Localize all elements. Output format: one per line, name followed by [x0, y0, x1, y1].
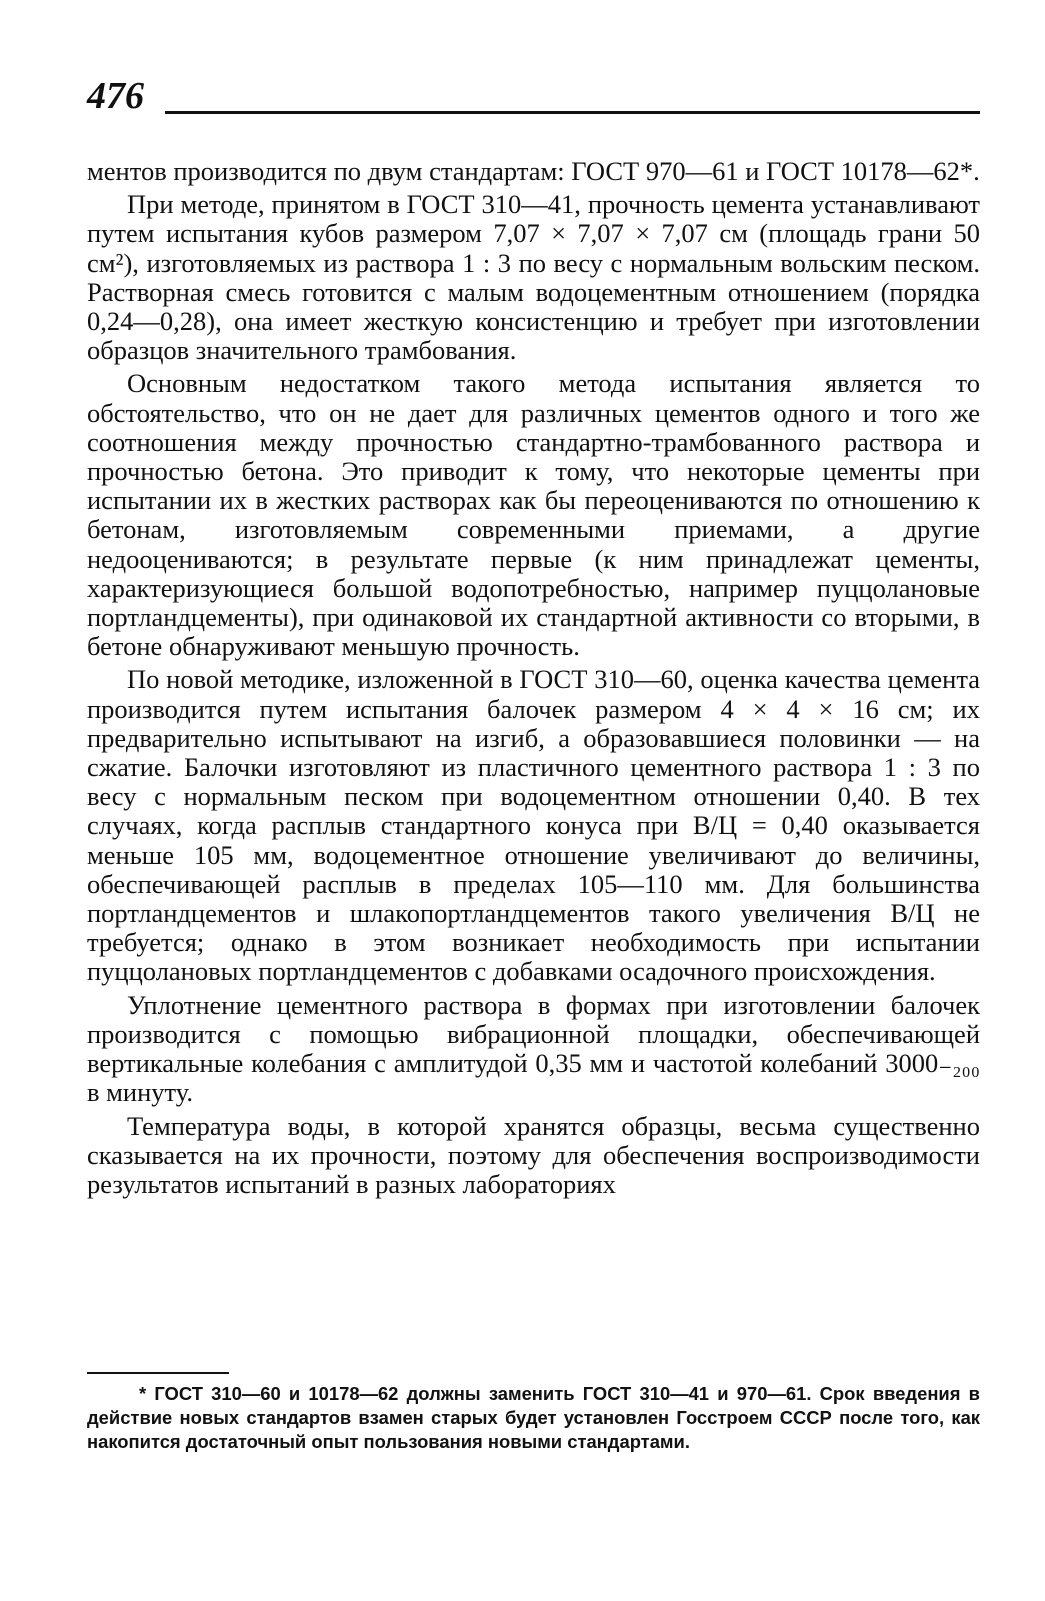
footnote — [87, 1382, 980, 1454]
footnote-text: * ГОСТ 310—60 и 10178—62 должны заменить ГОСТ 310—41 и 970—61. Срок введения в действие новых стандартов взамен старых будет установлен Госстроем СССР после того, как накопится достаточный опыт пользования новыми стандартами. — [87, 1383, 980, 1452]
page-header — [87, 72, 980, 122]
body-text — [87, 157, 980, 1199]
paragraph: При методе, принятом в ГОСТ 310—41, прочность цемента устанавливают путем испытания кубов размером 7,07 × 7,07 × 7,07 см (площадь грани 50 см²), изготовляемых из раствора 1 : 3 по весу с нормальным вольским песком. Растворная смесь готовится с малым водоцементным отношением (порядка 0,24—0,28), она имеет жесткую консистенцию и требует при изготовлении образцов значительного трамбования. — [87, 189, 980, 366]
paragraph: Уплотнение цементного раствора в формах при изготовлении балочек производится с помощью вибрационной площадки, обеспечивающей вертикальные колебания с амплитудой 0,35 мм и частотой колебаний 3000₋₂₀₀ в минуту. — [87, 989, 980, 1108]
page-number: 476 — [87, 75, 144, 117]
paragraph: По новой методике, изложенной в ГОСТ 310—60, оценка качества цемента производится путем испытания балочек размером 4 × 4 × 16 см; их предварительно испытывают на изгиб, а образовавшиеся половинки — на сжатие. Балочки изготовляют из пластичного цементного раствора 1 : 3 по весу с нормальным песком при водоцементном отношении 0,40. В тех случаях, когда расплыв стандартного конуса при В/Ц = 0,40 оказывается меньше 105 мм, водоцементное отношение увеличивают до величины, обеспечивающей расплыв в пределах 105—110 мм. Для большинства портландцементов и шлакопортландцементов такого увеличения В/Ц не требуется; однако в этом возникает необходимость при испытании пуццолановых портландцементов с добавками осадочного происхождения. — [87, 664, 980, 987]
paragraph: Основным недостатком такого метода испытания является то обстоятельство, что он не дает для различных цементов одного и того же соотношения между прочностью стандартно-трамбованного раствора и прочностью бетона. Это приводит к тому, что некоторые цементы при испытании их в жестких растворах как бы переоцениваются по отношению к бетонам, изготовляемым современными приемами, а другие недооцениваются; в результате первые (к ним принадлежат цементы, характеризующиеся большой водопотребностью, например пуццолановые портландцементы), при одинаковой их стандартной активности со вторыми, в бетоне обнаруживают меньшую прочность. — [87, 368, 980, 662]
paragraph-continuation: ментов производится по двум стандартам: ГОСТ 970—61 и ГОСТ 10178—62*. — [87, 156, 980, 186]
footnote-rule — [87, 1372, 229, 1374]
header-rule — [165, 111, 980, 114]
paragraph: Температура воды, в которой хранятся образцы, весьма существенно сказывается на их прочности, поэтому для обеспечения воспроизводимости результатов испытаний в разных лабораториях — [87, 1110, 980, 1199]
